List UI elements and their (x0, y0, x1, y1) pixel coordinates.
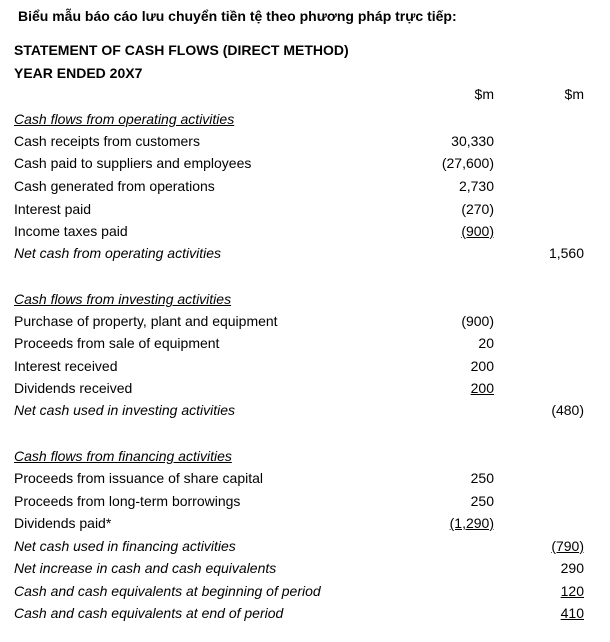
operating-net-label: Net cash from operating activities (14, 245, 221, 261)
financing-net-label: Net cash used in financing activities (14, 538, 236, 554)
row-value: (270) (461, 201, 494, 217)
investing-net-label: Net cash used in investing activities (14, 402, 235, 418)
row-label: Proceeds from sale of equipment (14, 335, 220, 351)
investing-net-row (0, 400, 610, 422)
summary-label: Net increase in cash and cash equivalents (14, 560, 277, 576)
row-value: 250 (470, 493, 494, 509)
row-value: 200 (470, 358, 494, 374)
intro-text: Biểu mẫu báo cáo lưu chuyển tiền tệ theo phương pháp trực tiếp: (18, 8, 457, 24)
financing-net-value: (790) (551, 538, 584, 554)
operating-heading-row (0, 109, 610, 131)
unit-col2: $m (564, 86, 584, 102)
summary-row (0, 581, 610, 603)
row-value: (27,600) (441, 155, 494, 171)
financing-net-row (0, 536, 610, 558)
financing-heading-row (0, 446, 610, 468)
table-row (0, 131, 610, 153)
summary-value: 290 (560, 560, 584, 576)
operating-net-value: 1,560 (548, 245, 584, 261)
investing-heading-row (0, 289, 610, 311)
row-label: Interest paid (14, 201, 92, 217)
investing-net-value: (480) (551, 402, 584, 418)
unit-col1: $m (474, 86, 494, 102)
row-value: 200 (470, 380, 494, 396)
row-value: 250 (470, 470, 494, 486)
operating-net-row (0, 243, 610, 265)
financing-heading: Cash flows from financing activities (14, 448, 232, 464)
row-value: 2,730 (458, 178, 494, 194)
row-label: Cash receipts from customers (14, 133, 200, 149)
operating-heading: Cash flows from operating activities (14, 111, 235, 127)
table-row (0, 378, 610, 400)
table-row (0, 199, 610, 221)
table-row (0, 153, 610, 175)
summary-row (0, 603, 610, 625)
row-label: Income taxes paid (14, 223, 128, 239)
table-row (0, 176, 610, 198)
row-label: Cash generated from operations (14, 178, 215, 194)
table-row (0, 513, 610, 535)
summary-label: Cash and cash equivalents at end of period (14, 605, 284, 621)
table-row (0, 311, 610, 333)
year-label: YEAR ENDED 20X7 (14, 65, 143, 81)
row-value: 20 (478, 335, 494, 351)
table-row (0, 221, 610, 243)
row-label: Proceeds from long-term borrowings (14, 493, 241, 509)
table-row (0, 333, 610, 355)
summary-value: 120 (560, 583, 584, 599)
row-value: (900) (461, 223, 494, 239)
statement-title: STATEMENT OF CASH FLOWS (DIRECT METHOD) (14, 42, 349, 58)
table-row (0, 356, 610, 378)
summary-label: Cash and cash equivalents at beginning of period (14, 583, 321, 599)
row-label: Proceeds from issuance of share capital (14, 470, 264, 486)
row-label: Dividends received (14, 380, 133, 396)
row-value: (900) (461, 313, 494, 329)
row-label: Purchase of property, plant and equipment (14, 313, 278, 329)
row-label: Cash paid to suppliers and employees (14, 155, 252, 171)
table-row (0, 491, 610, 513)
row-label: Dividends paid* (14, 515, 112, 531)
row-label: Interest received (14, 358, 118, 374)
summary-value: 410 (560, 605, 584, 621)
row-value: 30,330 (451, 133, 494, 149)
investing-heading: Cash flows from investing activities (14, 291, 232, 307)
table-row (0, 468, 610, 490)
summary-row (0, 558, 610, 580)
row-value: (1,290) (449, 515, 494, 531)
